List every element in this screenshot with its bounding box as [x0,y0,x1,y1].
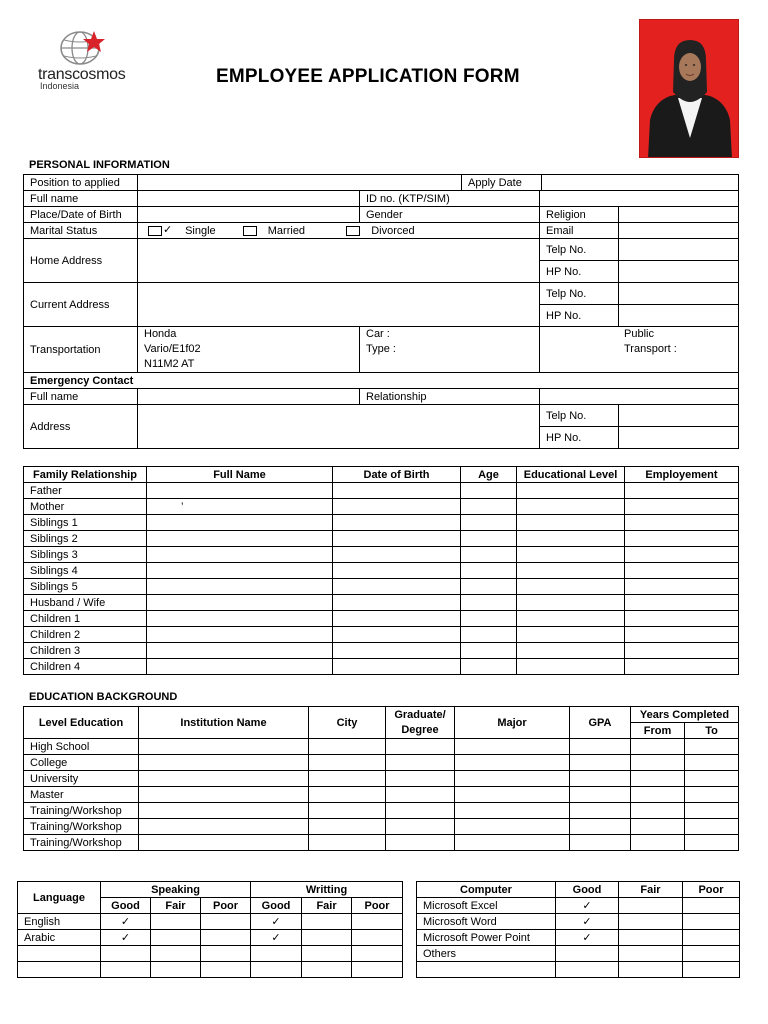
edu-header-from: From [631,723,685,739]
education-input-cell[interactable] [139,771,309,787]
computer-rating-cell[interactable] [683,930,740,946]
family-input-cell[interactable] [625,499,739,515]
family-relationship-cell: Children 2 [24,627,147,643]
position-label: Position to applied [24,175,138,191]
car-type-label: Car : Type : [360,327,540,373]
family-relationship-cell: Siblings 5 [24,579,147,595]
home-telp-label: Telp No. [540,239,619,261]
family-input-cell[interactable] [461,643,517,659]
lang-write-good: Good [251,898,302,914]
family-relationship-cell: Siblings 2 [24,531,147,547]
language-rating-cell[interactable] [201,946,251,962]
home-address-label: Home Address [24,239,138,283]
family-relationship-cell: Children 4 [24,659,147,675]
family-input-cell[interactable] [517,611,625,627]
emergency-telp-label: Telp No. [540,405,619,427]
education-row [24,819,739,835]
education-row [24,835,739,851]
computer-rating-cell[interactable] [619,898,683,914]
family-input-cell[interactable] [333,643,461,659]
public-transport-label: Public Transport : [540,327,739,373]
computer-row [417,946,740,962]
family-header-relationship: Family Relationship [24,467,147,483]
language-rating-cell[interactable]: ✓ [251,914,302,930]
education-level-cell: Training/Workshop [24,835,139,851]
family-relationship-cell: Siblings 1 [24,515,147,531]
email-label: Email [540,223,619,239]
full-name-label: Full name [24,191,138,207]
family-row [24,659,739,675]
comp-header-fair: Fair [619,882,683,898]
education-level-cell: College [24,755,139,771]
family-relationship-cell: Siblings 4 [24,563,147,579]
education-input-cell[interactable] [386,819,455,835]
family-relationship-cell: Children 3 [24,643,147,659]
education-input-cell[interactable] [455,803,570,819]
family-input-cell[interactable] [333,499,461,515]
computer-rating-cell[interactable]: ✓ [556,930,619,946]
family-input-cell[interactable] [625,627,739,643]
edu-header-city: City [309,707,386,739]
position-field[interactable] [138,175,462,191]
education-input-cell[interactable] [685,835,739,851]
computer-rating-cell[interactable] [619,914,683,930]
lang-header-writting: Writting [251,882,403,898]
family-input-cell[interactable] [461,627,517,643]
computer-skill-cell[interactable] [417,962,556,978]
computer-rating-cell[interactable] [683,914,740,930]
current-address-label: Current Address [24,283,138,327]
current-telp-field[interactable] [619,283,739,305]
comp-header-good: Good [556,882,619,898]
education-row [24,803,739,819]
computer-skill-cell: Microsoft Word [417,914,556,930]
family-input-cell[interactable] [625,659,739,675]
education-row [24,771,739,787]
education-row [24,739,739,755]
family-input-cell[interactable] [333,515,461,531]
lang-speak-good: Good [101,898,151,914]
education-input-cell[interactable] [455,819,570,835]
language-rating-cell[interactable] [201,962,251,978]
family-input-cell[interactable] [625,483,739,499]
education-input-cell[interactable] [309,771,386,787]
family-input-cell[interactable] [147,547,333,563]
family-input-cell[interactable] [461,659,517,675]
family-input-cell[interactable] [147,595,333,611]
language-row [18,914,403,930]
education-level-cell: University [24,771,139,787]
language-rating-cell[interactable] [201,914,251,930]
education-input-cell[interactable] [685,771,739,787]
computer-table [416,881,740,978]
education-input-cell[interactable] [455,835,570,851]
full-name-field[interactable] [138,191,360,207]
family-relationship-cell: Husband / Wife [24,595,147,611]
language-table [17,881,403,978]
check-mark-icon: ✓ [163,223,173,236]
education-input-cell[interactable] [139,739,309,755]
language-rating-cell[interactable] [151,930,201,946]
education-input-cell[interactable] [570,771,631,787]
computer-rating-cell[interactable]: ✓ [556,898,619,914]
lang-write-poor: Poor [352,898,403,914]
education-input-cell[interactable] [309,787,386,803]
married-label: Married [267,224,306,237]
education-input-cell[interactable] [309,819,386,835]
family-input-cell[interactable] [625,531,739,547]
edu-header-institution: Institution Name [139,707,309,739]
apply-date-label: Apply Date [462,175,542,191]
family-header-dob: Date of Birth [333,467,461,483]
divorced-label: Divorced [371,224,415,237]
language-name-cell: English [18,914,101,930]
computer-row [417,898,740,914]
family-input-cell[interactable] [333,611,461,627]
family-input-cell[interactable] [625,595,739,611]
computer-row [417,962,740,978]
comp-header-computer: Computer [417,882,556,898]
emergency-contact-heading: Emergency Contact [24,373,739,389]
computer-rating-cell[interactable] [683,962,740,978]
family-row [24,595,739,611]
education-input-cell[interactable] [139,755,309,771]
education-input-cell[interactable] [631,787,685,803]
comp-header-poor: Poor [683,882,740,898]
logo-subtitle: Indonesia [40,81,80,91]
family-input-cell[interactable] [333,659,461,675]
religion-field[interactable] [619,207,739,223]
family-input-cell[interactable] [517,659,625,675]
family-input-cell[interactable] [461,515,517,531]
religion-label: Religion [540,207,619,223]
emergency-full-name-label: Full name [24,389,138,405]
education-input-cell[interactable] [139,787,309,803]
education-input-cell[interactable] [631,819,685,835]
family-relationship-cell: Mother [24,499,147,515]
language-rating-cell[interactable]: ✓ [251,930,302,946]
apply-date-field[interactable] [542,175,739,191]
marital-status-options [138,223,540,239]
family-input-cell[interactable] [147,611,333,627]
relationship-field[interactable] [540,389,739,405]
education-input-cell[interactable] [386,739,455,755]
emergency-address-label: Address [24,405,138,449]
computer-rating-cell[interactable] [556,946,619,962]
education-level-cell: Master [24,787,139,803]
family-input-cell[interactable] [461,563,517,579]
family-input-cell[interactable] [517,579,625,595]
language-rating-cell[interactable] [302,962,352,978]
current-address-field[interactable] [138,283,540,327]
family-input-cell[interactable] [517,547,625,563]
computer-rating-cell[interactable] [683,898,740,914]
family-input-cell[interactable] [461,531,517,547]
education-input-cell[interactable] [570,819,631,835]
family-input-cell[interactable] [147,483,333,499]
education-input-cell[interactable] [386,835,455,851]
emergency-address-field[interactable] [138,405,540,449]
education-input-cell[interactable] [685,739,739,755]
personal-information-table [23,174,739,449]
family-input-cell[interactable] [517,515,625,531]
computer-row [417,930,740,946]
language-rating-cell[interactable] [101,962,151,978]
family-header-employment: Employement [625,467,739,483]
family-row [24,483,739,499]
education-input-cell[interactable] [309,803,386,819]
education-input-cell[interactable] [570,787,631,803]
family-relationship-cell: Father [24,483,147,499]
computer-row [417,914,740,930]
education-input-cell[interactable] [139,835,309,851]
emergency-hp-field[interactable] [619,427,739,449]
family-input-cell[interactable] [517,531,625,547]
computer-rating-cell[interactable] [619,946,683,962]
education-input-cell[interactable] [570,803,631,819]
current-hp-label: HP No. [540,305,619,327]
language-rating-cell[interactable] [101,946,151,962]
education-row [24,755,739,771]
language-row [18,930,403,946]
computer-rating-cell[interactable] [619,962,683,978]
language-rating-cell[interactable] [352,930,403,946]
family-input-cell[interactable] [333,595,461,611]
language-rating-cell[interactable] [151,914,201,930]
divorced-checkbox[interactable] [346,226,360,236]
family-input-cell[interactable] [147,627,333,643]
education-input-cell[interactable] [570,739,631,755]
family-input-cell[interactable] [461,579,517,595]
language-row [18,946,403,962]
education-input-cell[interactable] [631,739,685,755]
education-table [23,706,739,851]
language-name-cell: Arabic [18,930,101,946]
family-input-cell[interactable] [517,595,625,611]
family-row [24,547,739,563]
family-row [24,499,739,515]
family-input-cell[interactable] [625,643,739,659]
language-name-cell[interactable] [18,962,101,978]
education-input-cell[interactable] [455,771,570,787]
home-hp-field[interactable] [619,261,739,283]
education-input-cell[interactable] [455,787,570,803]
education-input-cell[interactable] [455,755,570,771]
email-field[interactable] [619,223,739,239]
language-rating-cell[interactable] [302,930,352,946]
family-input-cell[interactable] [517,483,625,499]
family-input-cell[interactable] [333,563,461,579]
computer-rating-cell[interactable] [556,962,619,978]
marital-status-label: Marital Status [24,223,138,239]
family-header-education: Educational Level [517,467,625,483]
edu-header-to: To [685,723,739,739]
family-input-cell[interactable] [147,515,333,531]
education-input-cell[interactable] [685,755,739,771]
family-row [24,579,739,595]
edu-header-major: Major [455,707,570,739]
lang-header-language: Language [18,882,101,914]
family-input-cell[interactable] [333,547,461,563]
family-input-cell[interactable] [461,547,517,563]
family-input-cell[interactable] [147,643,333,659]
place-dob-label: Place/Date of Birth [24,207,138,223]
family-row [24,643,739,659]
family-input-cell[interactable] [625,579,739,595]
personal-information-heading: PERSONAL INFORMATION [29,159,170,171]
education-input-cell[interactable] [685,803,739,819]
family-input-cell[interactable] [147,563,333,579]
language-rating-cell[interactable] [151,946,201,962]
lang-speak-poor: Poor [201,898,251,914]
transportation-label: Transportation [24,327,138,373]
education-input-cell[interactable] [570,755,631,771]
edu-header-gpa: GPA [570,707,631,739]
lang-header-speaking: Speaking [101,882,251,898]
computer-rating-cell[interactable] [683,946,740,962]
family-table [23,466,739,675]
language-rating-cell[interactable] [352,946,403,962]
family-input-cell[interactable] [333,531,461,547]
education-input-cell[interactable] [631,803,685,819]
education-input-cell[interactable] [631,755,685,771]
language-rating-cell[interactable] [251,962,302,978]
family-input-cell[interactable] [461,499,517,515]
education-level-cell: Training/Workshop [24,803,139,819]
education-input-cell[interactable] [309,755,386,771]
family-input-cell[interactable] [461,595,517,611]
education-input-cell[interactable] [685,819,739,835]
language-name-cell[interactable] [18,946,101,962]
family-row [24,611,739,627]
computer-skill-cell: Microsoft Excel [417,898,556,914]
family-header-age: Age [461,467,517,483]
family-input-cell[interactable] [517,499,625,515]
logo-wordmark: transcosmos [38,66,126,83]
education-input-cell[interactable] [631,771,685,787]
family-input-cell[interactable] [333,483,461,499]
language-rating-cell[interactable] [251,946,302,962]
family-input-cell[interactable] [461,611,517,627]
language-rating-cell[interactable] [151,962,201,978]
education-input-cell[interactable] [685,787,739,803]
married-checkbox[interactable] [243,226,257,236]
language-rating-cell[interactable] [201,930,251,946]
family-input-cell[interactable] [147,531,333,547]
family-input-cell[interactable] [461,483,517,499]
place-dob-field[interactable] [138,207,360,223]
education-level-cell: Training/Workshop [24,819,139,835]
family-input-cell[interactable] [625,611,739,627]
family-input-cell[interactable] [625,515,739,531]
education-input-cell[interactable] [631,835,685,851]
education-input-cell[interactable] [309,835,386,851]
family-row [24,531,739,547]
family-input-cell[interactable] [333,579,461,595]
applicant-photo [639,19,739,158]
education-background-heading: EDUCATION BACKGROUND [29,691,178,703]
language-rating-cell[interactable] [302,914,352,930]
family-input-cell[interactable] [517,563,625,579]
family-input-cell[interactable] [625,547,739,563]
family-header-full-name: Full Name [147,467,333,483]
lang-speak-fair: Fair [151,898,201,914]
language-rating-cell[interactable] [302,946,352,962]
family-input-cell[interactable] [147,659,333,675]
family-input-cell[interactable] [517,643,625,659]
computer-skill-cell: Microsoft Power Point [417,930,556,946]
family-input-cell[interactable] [147,579,333,595]
education-input-cell[interactable] [455,739,570,755]
relationship-label: Relationship [360,389,540,405]
computer-rating-cell[interactable]: ✓ [556,914,619,930]
language-rating-cell[interactable] [352,914,403,930]
family-input-cell[interactable] [517,627,625,643]
home-telp-field[interactable] [619,239,739,261]
single-label: Single [185,224,216,237]
language-rating-cell[interactable]: ✓ [101,914,151,930]
edu-header-years: Years Completed [631,707,739,723]
edu-header-graduate: Graduate/ Degree [386,707,455,739]
emergency-telp-field[interactable] [619,405,739,427]
family-relationship-cell: Siblings 3 [24,547,147,563]
education-input-cell[interactable] [139,819,309,835]
edu-header-level: Level Education [24,707,139,739]
education-input-cell[interactable] [309,739,386,755]
family-row [24,627,739,643]
language-row [18,962,403,978]
motorcycle-value: Honda Vario/E1f02 N11M2 AT [138,327,360,373]
family-relationship-cell: Children 1 [24,611,147,627]
computer-rating-cell[interactable] [619,930,683,946]
lang-write-fair: Fair [302,898,352,914]
current-hp-field[interactable] [619,305,739,327]
home-address-field[interactable] [138,239,540,283]
education-input-cell[interactable] [570,835,631,851]
family-row [24,515,739,531]
gender-label: Gender [360,207,540,223]
education-input-cell[interactable] [139,803,309,819]
form-title: EMPLOYEE APPLICATION FORM [216,66,520,87]
current-telp-label: Telp No. [540,283,619,305]
education-input-cell[interactable] [386,787,455,803]
emergency-full-name-field[interactable] [138,389,360,405]
id-no-field[interactable] [540,191,739,207]
family-row [24,563,739,579]
home-hp-label: HP No. [540,261,619,283]
computer-skill-cell: Others [417,946,556,962]
family-input-cell[interactable] [625,563,739,579]
language-rating-cell[interactable]: ✓ [101,930,151,946]
education-input-cell[interactable] [386,771,455,787]
family-input-cell[interactable]: ’ [147,499,333,515]
id-no-label: ID no. (KTP/SIM) [360,191,540,207]
education-row [24,787,739,803]
family-input-cell[interactable] [333,627,461,643]
education-input-cell[interactable] [386,755,455,771]
language-rating-cell[interactable] [352,962,403,978]
education-input-cell[interactable] [386,803,455,819]
education-level-cell: High School [24,739,139,755]
emergency-hp-label: HP No. [540,427,619,449]
single-checkbox[interactable] [148,223,173,236]
